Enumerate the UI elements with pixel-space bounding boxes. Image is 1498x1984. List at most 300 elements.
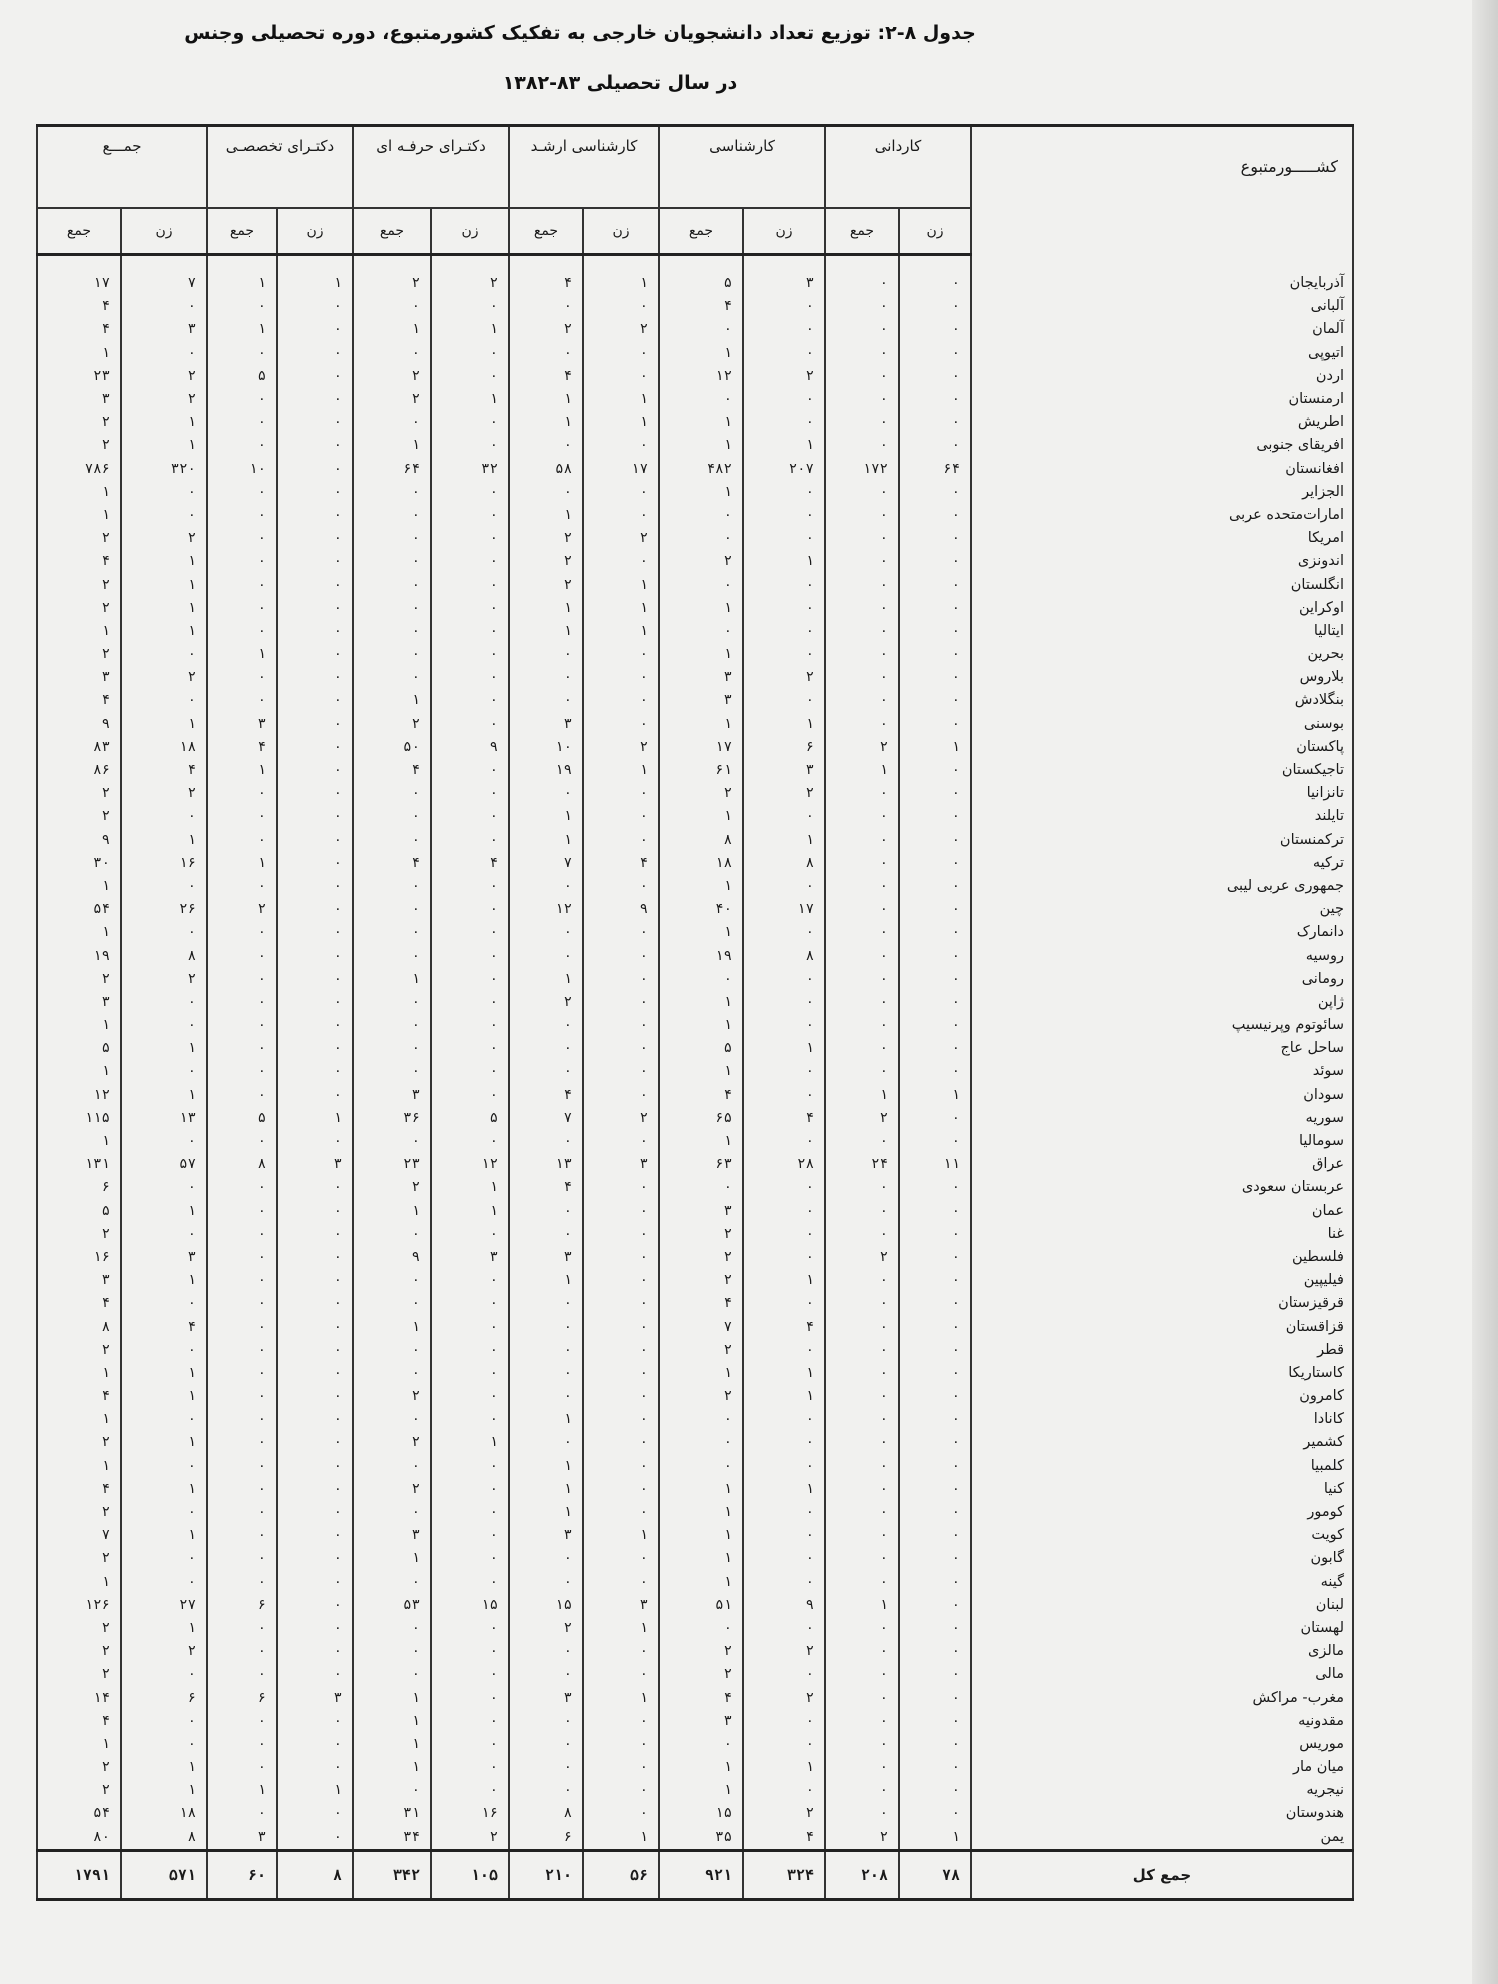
country-name: مغرب- مراکش (971, 1686, 1353, 1709)
value-cell: ۰ (431, 875, 509, 898)
value-cell: ۰ (207, 573, 277, 596)
value-cell: ۰ (353, 805, 431, 828)
value-cell: ۱ (353, 1200, 431, 1223)
value-cell: ۱ (121, 1269, 207, 1292)
value-cell: ۲ (121, 388, 207, 411)
value-cell: ۰ (743, 1547, 825, 1570)
value-cell: ۰ (207, 1269, 277, 1292)
value-cell: ۰ (431, 1663, 509, 1686)
value-cell: ۸ (37, 1315, 121, 1338)
value-cell: ۰ (899, 295, 971, 318)
value-cell: ۰ (825, 921, 899, 944)
country-name: رومانی (971, 968, 1353, 991)
value-cell: ۳ (121, 1246, 207, 1269)
value-cell: ۳ (431, 1246, 509, 1269)
value-cell: ۰ (509, 689, 583, 712)
value-cell: ۱ (277, 1779, 353, 1802)
value-cell: ۰ (431, 411, 509, 434)
country-name: گینه (971, 1571, 1353, 1594)
value-cell: ۰ (743, 1246, 825, 1269)
value-cell: ۱ (899, 1084, 971, 1107)
country-name: تاجیکستان (971, 759, 1353, 782)
value-cell: ۰ (743, 342, 825, 365)
value-cell: ۰ (899, 1617, 971, 1640)
value-cell: ۰ (277, 1339, 353, 1362)
value-cell: ۰ (899, 1037, 971, 1060)
value-cell: ۳۰ (37, 852, 121, 875)
value-cell: ۱۶ (431, 1802, 509, 1825)
value-cell: ۰ (743, 689, 825, 712)
value-cell: ۳ (37, 388, 121, 411)
country-name: ایتالیا (971, 620, 1353, 643)
value-cell: ۰ (431, 921, 509, 944)
value-cell: ۲ (37, 805, 121, 828)
table-row (37, 875, 1353, 898)
value-cell: ۰ (825, 318, 899, 341)
value-cell: ۰ (899, 481, 971, 504)
value-cell: ۲ (353, 1385, 431, 1408)
value-cell: ۳۱ (353, 1802, 431, 1825)
value-cell: ۰ (277, 1710, 353, 1733)
value-cell: ۵ (659, 272, 743, 295)
value-cell: ۲ (353, 1431, 431, 1454)
value-cell: ۲ (659, 1663, 743, 1686)
value-cell: ۶ (207, 1686, 277, 1709)
value-cell: ۸ (207, 1153, 277, 1176)
value-cell: ۰ (431, 1339, 509, 1362)
value-cell: ۵ (431, 1107, 509, 1130)
value-cell: ۰ (431, 1223, 509, 1246)
value-cell: ۰ (277, 1547, 353, 1570)
value-cell: ۰ (207, 1339, 277, 1362)
country-name: امارات‌متحده عربی (971, 504, 1353, 527)
value-cell: ۰ (659, 1617, 743, 1640)
value-cell: ۳ (509, 713, 583, 736)
total-value-cell: ۲۱۰ (509, 1850, 583, 1899)
value-cell: ۱۳ (121, 1107, 207, 1130)
value-cell: ۰ (207, 295, 277, 318)
value-cell: ۲ (659, 1223, 743, 1246)
country-name: اندونزی (971, 550, 1353, 573)
value-cell: ۱ (509, 1478, 583, 1501)
value-cell: ۰ (431, 1269, 509, 1292)
value-cell: ۰ (825, 1733, 899, 1756)
total-value-cell: ۵۷۱ (121, 1850, 207, 1899)
table-row (37, 550, 1353, 573)
total-label: جمع کل (971, 1850, 1353, 1899)
value-cell: ۰ (899, 1060, 971, 1083)
value-cell: ۰ (277, 713, 353, 736)
value-cell: ۰ (583, 295, 659, 318)
value-cell: ۰ (277, 388, 353, 411)
value-cell: ۰ (431, 342, 509, 365)
value-cell: ۰ (121, 1176, 207, 1199)
value-cell: ۷ (509, 852, 583, 875)
value-cell: ۱ (659, 1362, 743, 1385)
value-cell: ۳ (743, 272, 825, 295)
spacer-cell (899, 255, 971, 273)
group-header: کاردانی (825, 126, 971, 209)
value-cell: ۰ (277, 1594, 353, 1617)
value-cell: ۰ (121, 1292, 207, 1315)
table-row (37, 1084, 1353, 1107)
value-cell: ۰ (743, 527, 825, 550)
value-cell: ۰ (277, 1269, 353, 1292)
value-cell: ۱ (121, 1362, 207, 1385)
country-name: سودان (971, 1084, 1353, 1107)
value-cell: ۱ (899, 736, 971, 759)
value-cell: ۳ (353, 1084, 431, 1107)
value-cell: ۰ (431, 295, 509, 318)
value-cell: ۰ (509, 1547, 583, 1570)
value-cell: ۰ (431, 597, 509, 620)
value-cell: ۰ (899, 1408, 971, 1431)
value-cell: ۰ (743, 991, 825, 1014)
value-cell: ۰ (277, 1200, 353, 1223)
spacer-cell (825, 255, 899, 273)
value-cell: ۷ (37, 1524, 121, 1547)
value-cell: ۲ (37, 782, 121, 805)
value-cell: ۰ (277, 1223, 353, 1246)
value-cell: ۰ (659, 573, 743, 596)
value-cell: ۰ (825, 1802, 899, 1825)
value-cell: ۰ (583, 1547, 659, 1570)
table-row (37, 1292, 1353, 1315)
value-cell: ۰ (899, 829, 971, 852)
value-cell: ۰ (825, 713, 899, 736)
value-cell: ۰ (207, 1733, 277, 1756)
group-header: جمـــع (37, 126, 207, 209)
value-cell: ۰ (509, 1060, 583, 1083)
value-cell: ۰ (207, 342, 277, 365)
country-name: پاکستان (971, 736, 1353, 759)
value-cell: ۰ (825, 968, 899, 991)
value-cell: ۰ (583, 1014, 659, 1037)
value-cell: ۰ (825, 573, 899, 596)
value-cell: ۲ (825, 736, 899, 759)
value-cell: ۰ (743, 1431, 825, 1454)
value-cell: ۰ (431, 527, 509, 550)
value-cell: ۰ (431, 1362, 509, 1385)
value-cell: ۱ (743, 1269, 825, 1292)
value-cell: ۴ (509, 1176, 583, 1199)
value-cell: ۲ (743, 1802, 825, 1825)
value-cell: ۰ (825, 597, 899, 620)
value-cell: ۲ (37, 1779, 121, 1802)
value-cell: ۰ (353, 481, 431, 504)
value-cell: ۰ (207, 550, 277, 573)
value-cell: ۰ (825, 1547, 899, 1570)
value-cell: ۱ (659, 411, 743, 434)
value-cell: ۰ (743, 573, 825, 596)
value-cell: ۱ (659, 1501, 743, 1524)
value-cell: ۰ (353, 1571, 431, 1594)
value-cell: ۲۶ (121, 898, 207, 921)
value-cell: ۱ (583, 1826, 659, 1851)
value-cell: ۳ (743, 759, 825, 782)
value-cell: ۰ (277, 1756, 353, 1779)
value-cell: ۶۵ (659, 1107, 743, 1130)
value-cell: ۲ (121, 1640, 207, 1663)
value-cell: ۳ (659, 666, 743, 689)
value-cell: ۰ (899, 1756, 971, 1779)
value-cell: ۱ (121, 1431, 207, 1454)
value-cell: ۰ (899, 689, 971, 712)
spacer-cell (431, 255, 509, 273)
country-name: امریکا (971, 527, 1353, 550)
value-cell: ۰ (509, 1223, 583, 1246)
value-cell: ۳۲۰ (121, 458, 207, 481)
value-cell: ۰ (583, 1802, 659, 1825)
value-cell: ۱ (207, 759, 277, 782)
value-cell: ۰ (509, 1362, 583, 1385)
value-cell: ۱ (353, 968, 431, 991)
value-cell: ۲ (659, 1385, 743, 1408)
value-cell: ۸ (509, 1802, 583, 1825)
value-cell: ۰ (277, 318, 353, 341)
value-cell: ۲ (743, 782, 825, 805)
country-name: قزاقستان (971, 1315, 1353, 1338)
value-cell: ۰ (121, 991, 207, 1014)
value-cell: ۱ (659, 434, 743, 457)
value-cell: ۰ (899, 318, 971, 341)
value-cell: ۰ (583, 1060, 659, 1083)
value-cell: ۰ (899, 1686, 971, 1709)
value-cell: ۰ (353, 921, 431, 944)
value-cell: ۰ (121, 921, 207, 944)
value-cell: ۱ (509, 504, 583, 527)
country-name: کنیا (971, 1478, 1353, 1501)
value-cell: ۰ (659, 1431, 743, 1454)
value-cell: ۰ (825, 1060, 899, 1083)
value-cell: ۱ (37, 1455, 121, 1478)
value-cell: ۰ (583, 1292, 659, 1315)
statistics-table (36, 124, 1354, 1901)
value-cell: ۱۹ (37, 944, 121, 967)
value-cell: ۰ (583, 1733, 659, 1756)
value-cell: ۱۵ (659, 1802, 743, 1825)
value-cell: ۱ (277, 272, 353, 295)
value-cell: ۱ (121, 1524, 207, 1547)
value-cell: ۰ (207, 991, 277, 1014)
value-cell: ۰ (207, 921, 277, 944)
value-cell: ۰ (431, 1292, 509, 1315)
value-cell: ۰ (277, 1733, 353, 1756)
value-cell: ۰ (899, 852, 971, 875)
value-cell: ۳ (277, 1153, 353, 1176)
value-cell: ۰ (431, 643, 509, 666)
value-cell: ۰ (277, 434, 353, 457)
value-cell: ۰ (277, 782, 353, 805)
value-cell: ۵ (37, 1037, 121, 1060)
value-cell: ۱ (743, 1362, 825, 1385)
table-row (37, 1501, 1353, 1524)
value-cell: ۱ (37, 1571, 121, 1594)
value-cell: ۰ (353, 527, 431, 550)
table-row (37, 1246, 1353, 1269)
value-cell: ۰ (825, 666, 899, 689)
value-cell: ۰ (277, 759, 353, 782)
value-cell: ۰ (207, 434, 277, 457)
table-row (37, 573, 1353, 596)
value-cell: ۰ (825, 434, 899, 457)
value-cell: ۰ (431, 1547, 509, 1570)
value-cell: ۲ (583, 736, 659, 759)
table-row (37, 434, 1353, 457)
value-cell: ۲ (207, 898, 277, 921)
value-cell: ۰ (899, 1246, 971, 1269)
country-name: عراق (971, 1153, 1353, 1176)
value-cell: ۰ (207, 1223, 277, 1246)
value-cell: ۰ (509, 1640, 583, 1663)
value-cell: ۱۱ (899, 1153, 971, 1176)
table-row (37, 504, 1353, 527)
value-cell: ۰ (207, 968, 277, 991)
value-cell: ۳۶ (353, 1107, 431, 1130)
country-name: یمن (971, 1826, 1353, 1851)
col-header-women: زن (899, 208, 971, 255)
value-cell: ۲ (353, 713, 431, 736)
value-cell: ۰ (825, 1269, 899, 1292)
value-cell: ۰ (353, 1408, 431, 1431)
value-cell: ۰ (743, 388, 825, 411)
value-cell: ۰ (121, 342, 207, 365)
value-cell: ۰ (583, 1663, 659, 1686)
value-cell: ۱ (659, 643, 743, 666)
value-cell: ۰ (353, 829, 431, 852)
value-cell: ۰ (121, 1663, 207, 1686)
value-cell: ۱ (121, 1200, 207, 1223)
value-cell: ۲ (659, 782, 743, 805)
value-cell: ۰ (899, 504, 971, 527)
value-cell: ۹ (353, 1246, 431, 1269)
value-cell: ۴ (659, 1292, 743, 1315)
value-cell: ۰ (353, 1362, 431, 1385)
country-name: ارمنستان (971, 388, 1353, 411)
value-cell: ۰ (743, 805, 825, 828)
value-cell: ۰ (431, 666, 509, 689)
value-cell: ۴ (659, 1084, 743, 1107)
value-cell: ۰ (277, 852, 353, 875)
value-cell: ۲ (583, 318, 659, 341)
table-row (37, 1060, 1353, 1083)
value-cell: ۱ (37, 1733, 121, 1756)
value-cell: ۰ (353, 782, 431, 805)
value-cell: ۰ (353, 550, 431, 573)
value-cell: ۰ (277, 1571, 353, 1594)
value-cell: ۲۰۷ (743, 458, 825, 481)
value-cell: ۰ (277, 1014, 353, 1037)
value-cell: ۱ (659, 1524, 743, 1547)
value-cell: ۰ (431, 968, 509, 991)
country-name: جمهوری عربی لیبی (971, 875, 1353, 898)
value-cell: ۰ (277, 481, 353, 504)
col-header-total: جمع (659, 208, 743, 255)
value-cell: ۵ (659, 1037, 743, 1060)
value-cell: ۴ (121, 759, 207, 782)
value-cell: ۱۲ (431, 1153, 509, 1176)
value-cell: ۰ (509, 295, 583, 318)
value-cell: ۴۰ (659, 898, 743, 921)
value-cell: ۰ (277, 991, 353, 1014)
country-name: ساحل عاج (971, 1037, 1353, 1060)
value-cell: ۲ (509, 527, 583, 550)
value-cell: ۰ (899, 968, 971, 991)
value-cell: ۰ (277, 1385, 353, 1408)
value-cell: ۱ (431, 1176, 509, 1199)
table-row (37, 1130, 1353, 1153)
value-cell: ۰ (353, 666, 431, 689)
value-cell: ۹ (37, 713, 121, 736)
table-row (37, 1200, 1353, 1223)
value-cell: ۱ (121, 620, 207, 643)
value-cell: ۰ (207, 1385, 277, 1408)
value-cell: ۱۷ (743, 898, 825, 921)
value-cell: ۲ (509, 573, 583, 596)
table-row (37, 1547, 1353, 1570)
value-cell: ۰ (659, 1408, 743, 1431)
country-name: کاستاریکا (971, 1362, 1353, 1385)
value-cell: ۱ (509, 597, 583, 620)
country-name: لبنان (971, 1594, 1353, 1617)
value-cell: ۰ (431, 1710, 509, 1733)
value-cell: ۱ (659, 1060, 743, 1083)
value-cell: ۰ (825, 527, 899, 550)
value-cell: ۰ (277, 898, 353, 921)
value-cell: ۲ (37, 527, 121, 550)
value-cell: ۵۰ (353, 736, 431, 759)
value-cell: ۱ (121, 713, 207, 736)
value-cell: ۰ (899, 1431, 971, 1454)
value-cell: ۲ (37, 1756, 121, 1779)
value-cell: ۰ (277, 689, 353, 712)
value-cell: ۱ (659, 1756, 743, 1779)
spacer-cell (659, 255, 743, 273)
country-name: مالزی (971, 1640, 1353, 1663)
value-cell: ۰ (825, 1315, 899, 1338)
value-cell: ۰ (353, 643, 431, 666)
value-cell: ۱ (121, 550, 207, 573)
value-cell: ۰ (899, 759, 971, 782)
value-cell: ۰ (509, 1315, 583, 1338)
value-cell: ۸ (659, 829, 743, 852)
value-cell: ۰ (353, 875, 431, 898)
value-cell: ۱ (431, 1200, 509, 1223)
value-cell: ۲ (743, 1686, 825, 1709)
value-cell: ۰ (583, 1779, 659, 1802)
value-cell: ۱ (743, 1478, 825, 1501)
value-cell: ۱ (431, 318, 509, 341)
country-name: افغانستان (971, 458, 1353, 481)
value-cell: ۰ (353, 1014, 431, 1037)
value-cell: ۸ (743, 944, 825, 967)
value-cell: ۰ (277, 597, 353, 620)
value-cell: ۰ (431, 1571, 509, 1594)
value-cell: ۰ (277, 1060, 353, 1083)
value-cell: ۰ (207, 1455, 277, 1478)
table-row (37, 481, 1353, 504)
value-cell: ۰ (899, 1663, 971, 1686)
value-cell: ۴ (353, 759, 431, 782)
value-cell: ۲ (583, 1107, 659, 1130)
value-cell: ۱ (37, 620, 121, 643)
value-cell: ۰ (431, 1408, 509, 1431)
total-value-cell: ۳۲۴ (743, 1850, 825, 1899)
value-cell: ۳ (583, 1153, 659, 1176)
value-cell: ۰ (583, 1223, 659, 1246)
value-cell: ۰ (825, 1037, 899, 1060)
value-cell: ۱ (743, 1037, 825, 1060)
